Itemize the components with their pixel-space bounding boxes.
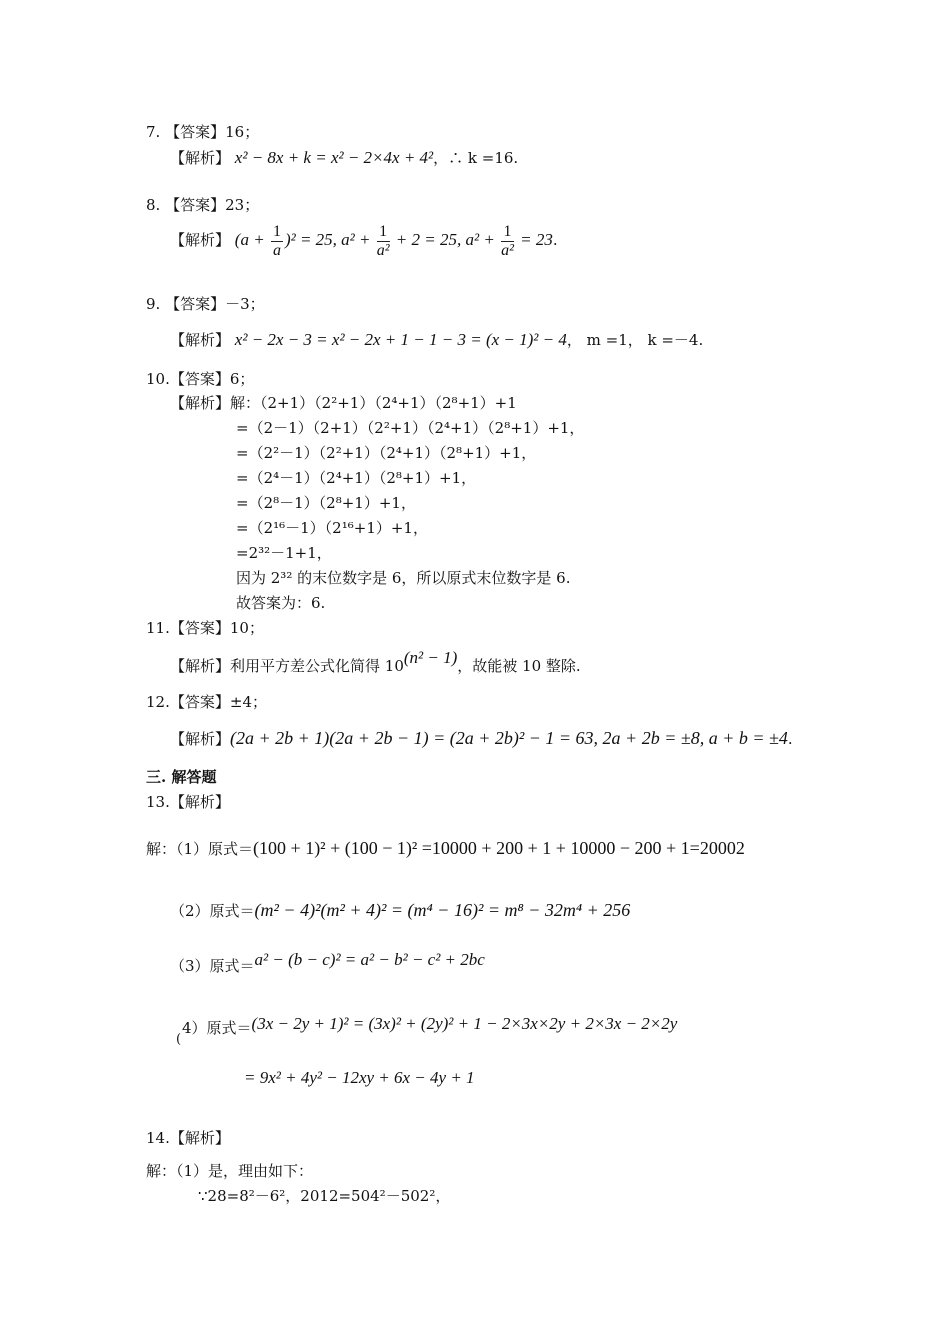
q13-part4-paren: (: [176, 1032, 182, 1047]
q12-period: .: [787, 730, 793, 748]
q9-answer: －3；: [225, 295, 265, 313]
q9-expression: x² − 2x − 3 = x² − 2x + 1 − 1 − 3 = (x − 1)² − 4: [234, 330, 567, 349]
q13-part2-label: （2）原式＝: [170, 902, 255, 920]
q8-answer-line: [146, 195, 259, 215]
q11-analysis-line: [170, 648, 581, 676]
q13-part4-result: = 9x² + 4y² − 12xy + 6x − 4y + 1: [244, 1068, 475, 1087]
answer-label: 【答案】: [165, 196, 226, 214]
q8-period: .: [552, 231, 558, 249]
analysis-label: 【解析】: [170, 231, 231, 249]
q9-analysis-line: [170, 330, 703, 350]
q8-fraction: $\frac{1}{a}$: [272, 222, 281, 259]
answer-label: 【答案】: [169, 693, 230, 711]
q8-expr-part: + 2 = 25, a² +: [391, 230, 500, 249]
q11-answer: 10；: [229, 619, 264, 637]
q10-step: =（2²－1）（2²+1）（2⁴+1）（2⁸+1）+1，: [236, 444, 537, 462]
q7-answer: 16；: [225, 123, 260, 141]
q12-answer-line: [146, 692, 267, 712]
q8-expr-part: = 23: [515, 230, 553, 249]
q10-analysis-line: [170, 393, 517, 413]
analysis-label: 【解析】: [170, 657, 231, 675]
q10-answer: 6；: [229, 370, 255, 388]
analysis-label: 【解析】: [170, 730, 231, 748]
q12-analysis-line: [170, 728, 793, 749]
q7-answer-line: [146, 122, 259, 142]
q12-answer: ±4；: [229, 693, 267, 711]
q13-part4: [182, 1014, 678, 1038]
analysis-label: 【解析】: [170, 394, 231, 412]
q8-expr-part: (a +: [234, 230, 269, 249]
q13-part3: [170, 950, 485, 976]
q13-part2: [170, 900, 630, 921]
q13-part1-label: 解：（1）原式＝: [146, 840, 254, 858]
q9-number: 9.: [146, 295, 161, 313]
q10-step: =（2⁴－1）（2⁴+1）（2⁸+1）+1，: [236, 469, 477, 487]
q7-conclusion: ，∴ k =16.: [433, 149, 519, 167]
q13-part4-continued: [244, 1068, 475, 1088]
q11-expression: (n² − 1): [403, 648, 458, 667]
q11-conclusion: ，故能被 10 整除.: [457, 657, 581, 675]
analysis-label: 【解析】: [170, 331, 231, 349]
q8-analysis-line: [170, 218, 558, 262]
q13-part4-expression: (3x − 2y + 1)² = (3x)² + (2y)² + 1 − 2×3x×2y + 2×3x − 2×2y: [251, 1014, 678, 1033]
q10-step: =（2－1）（2+1）（2²+1）（2⁴+1）（2⁸+1）+1，: [236, 419, 585, 437]
q7-expression: x² − 8x + k = x² − 2×4x + 4²: [234, 148, 434, 167]
q8-expr-part: )² = 25, a² +: [284, 230, 375, 249]
analysis-label: 【解析】: [170, 149, 231, 167]
q7-number: 7.: [146, 123, 161, 141]
q11-number: 11.: [146, 619, 170, 637]
q8-fraction: $\frac{1}{\text{a²}}$: [376, 222, 390, 259]
answer-label: 【答案】: [169, 370, 230, 388]
answer-label: 【答案】: [169, 619, 230, 637]
q10-step: 解：（2+1）（2²+1）（2⁴+1）（2⁸+1）+1: [230, 394, 517, 412]
q14-part1: 解：（1）是，理由如下：: [146, 1162, 314, 1180]
q10-step: =（2¹⁶－1）（2¹⁶+1）+1，: [236, 519, 428, 537]
section-heading: 三. 解答题: [146, 768, 217, 786]
q10-answer-line: [146, 369, 254, 389]
q13-part3-expression: a² − (b − c)² = a² − b² − c² + 2bc: [254, 950, 485, 969]
answer-label: 【答案】: [165, 295, 226, 313]
q14-reason: ∵28=8²－6²，2012=504²－502²，: [198, 1187, 451, 1205]
q10-final: 故答案为：6.: [236, 594, 326, 612]
q14-title: 14.【解析】: [146, 1129, 230, 1147]
q12-expression: (2a + 2b + 1)(2a + 2b − 1) = (2a + 2b)² − 1 = 63, 2a + 2b = ±8, a + b = ±4: [230, 728, 788, 748]
q9-answer-line: [146, 294, 265, 314]
q9-conclusion: ， m =1， k =－4.: [566, 331, 704, 349]
q10-step: =2³²－1+1，: [236, 544, 332, 562]
q10-step: =（2⁸－1）（2⁸+1）+1，: [236, 494, 416, 512]
q10-reason: 因为 2³² 的末位数字是 6，所以原式末位数字是 6.: [236, 569, 571, 587]
q12-number: 12.: [146, 693, 170, 711]
q13-part4-label: 4）原式＝: [182, 1019, 252, 1037]
q13-title: 13.【解析】: [146, 793, 230, 811]
q11-answer-line: [146, 618, 264, 638]
q8-number: 8.: [146, 196, 161, 214]
q13-part1: [146, 838, 745, 859]
q13-part3-label: （3）原式＝: [170, 957, 255, 975]
q7-analysis-line: [170, 148, 518, 168]
q10-number: 10.: [146, 370, 170, 388]
q13-part2-expression: (m² − 4)²(m² + 4)² = (m⁴ − 16)² = m⁸ − 32m⁴ + 256: [254, 900, 631, 920]
answer-label: 【答案】: [165, 123, 226, 141]
q8-answer: 23；: [225, 196, 260, 214]
q8-fraction: $\frac{1}{\text{a²}}$: [501, 222, 514, 259]
q11-text: 利用平方差公式化简得 10: [230, 657, 404, 675]
q13-part1-expression: (100 + 1)² + (100 − 1)² =10000 + 200 + 1 + 10000 − 200 + 1=20002: [253, 838, 745, 858]
